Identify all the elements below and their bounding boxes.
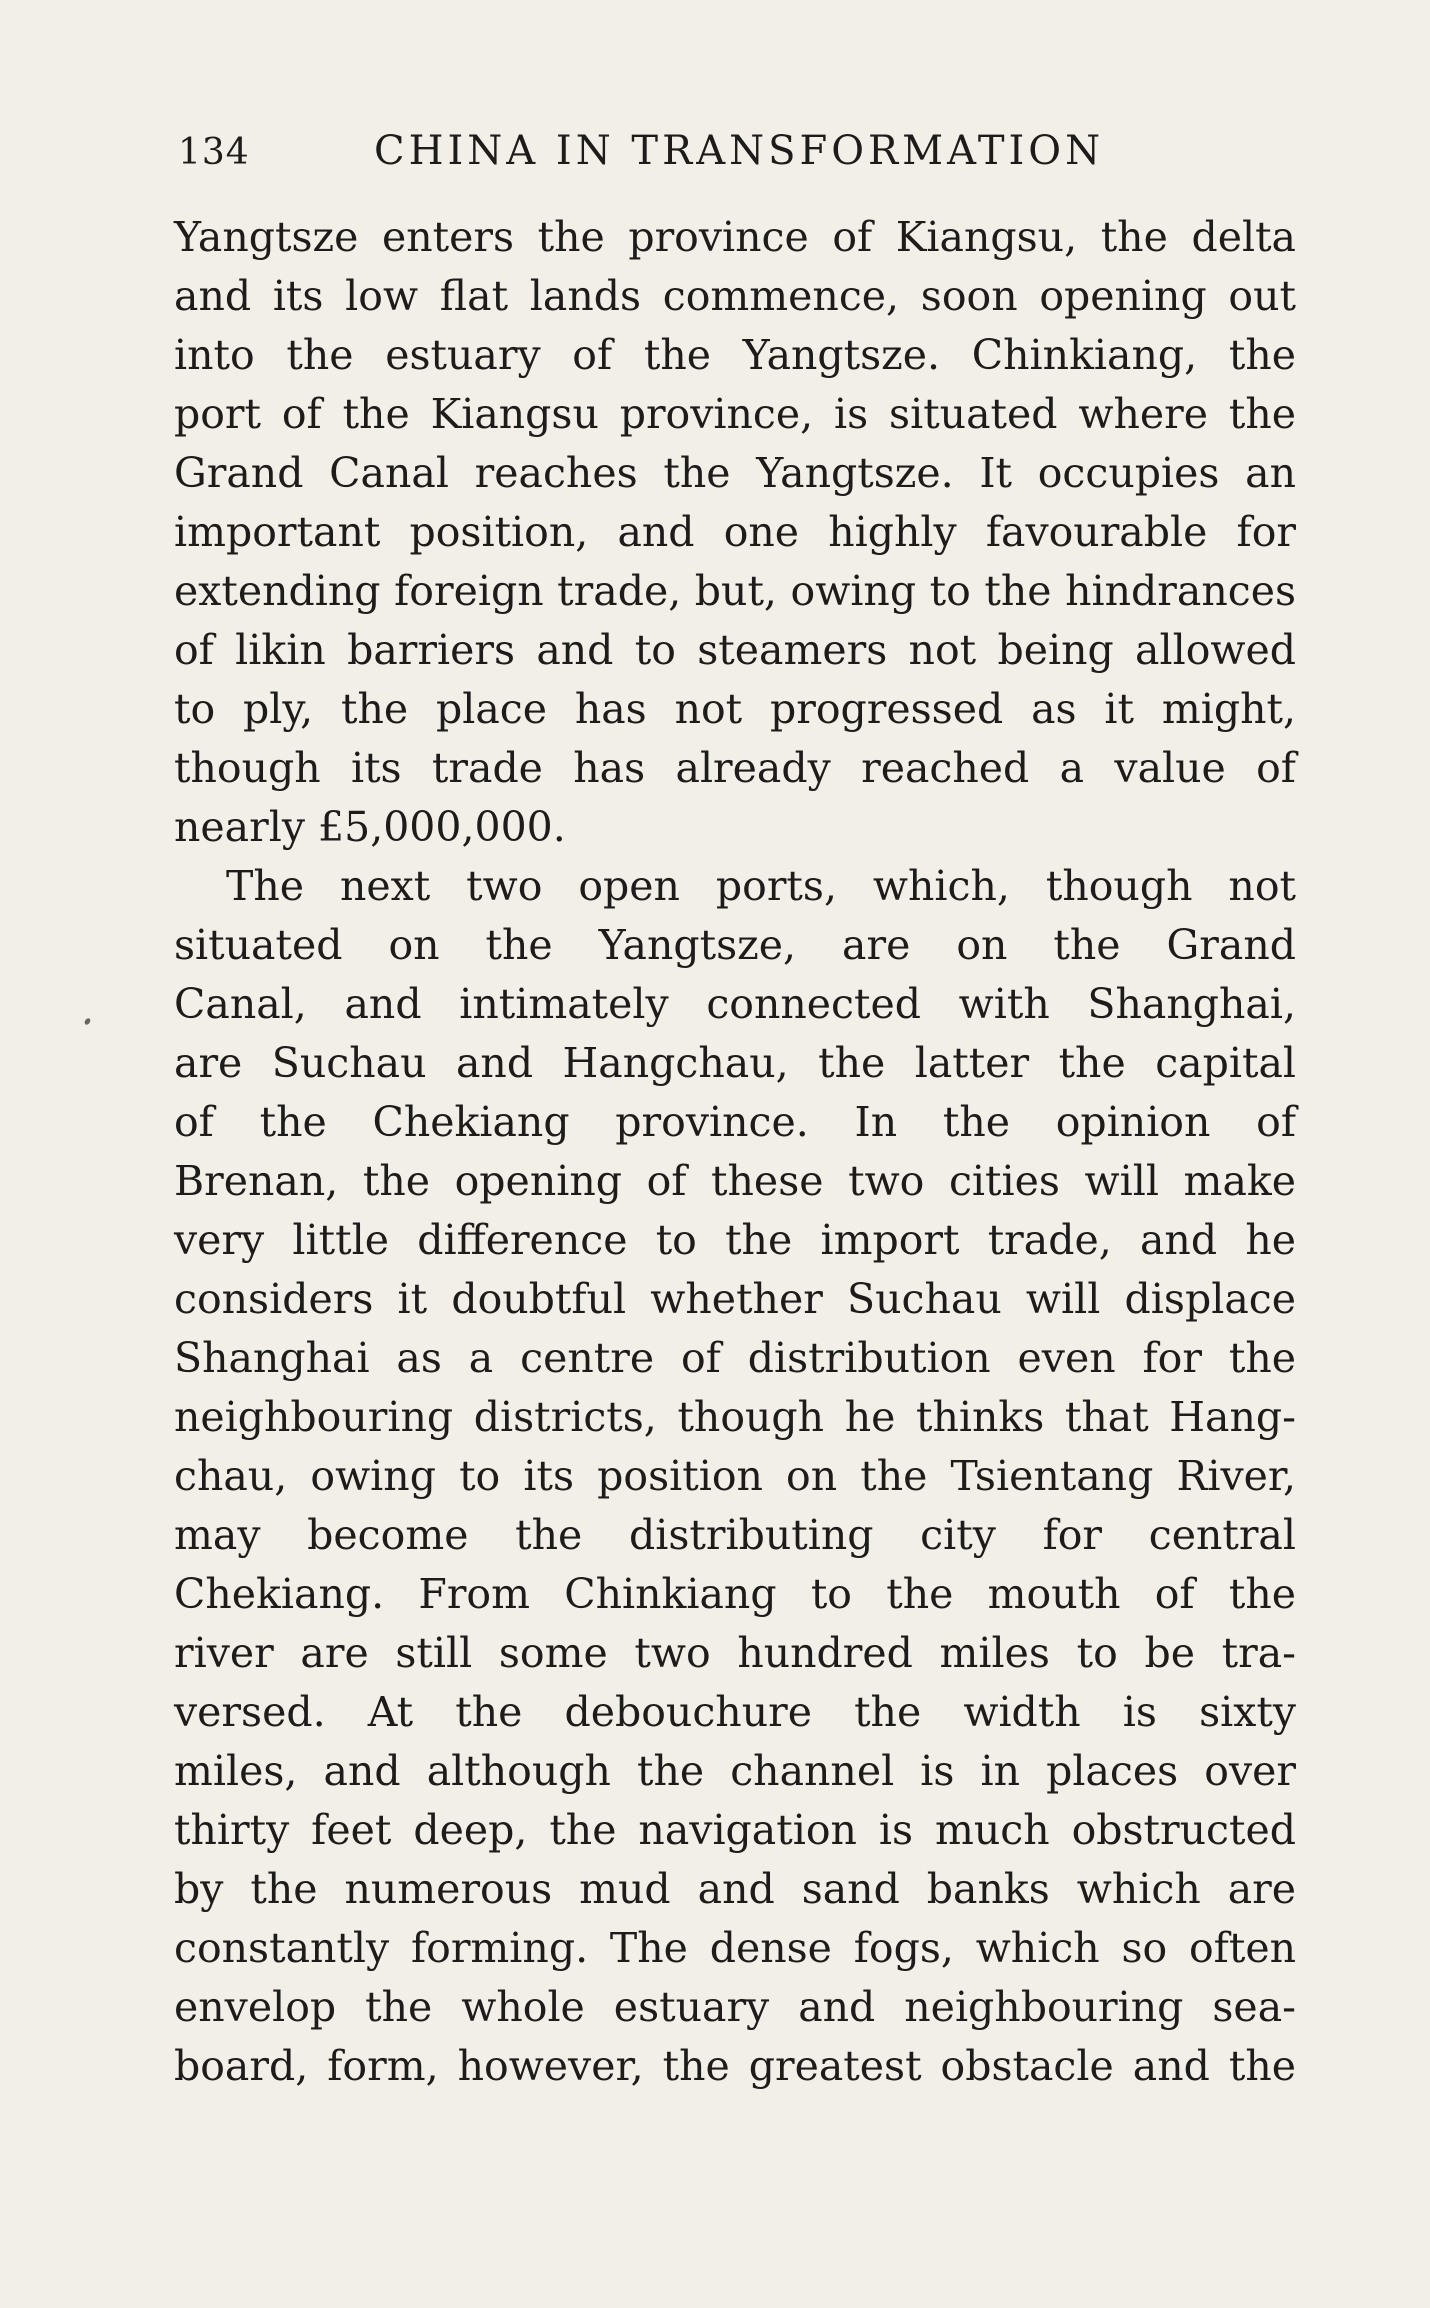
text-line: though its trade has already reached a value of (174, 744, 1296, 792)
text-line: Chekiang. From Chinkiang to the mouth of the (174, 1570, 1296, 1618)
body-text (174, 208, 1296, 2096)
text-line: Grand Canal reaches the Yangtsze. It occupies an (174, 449, 1296, 497)
text-line: very little difference to the import trade, and he (174, 1216, 1296, 1264)
text-line: of likin barriers and to steamers not being allowed (174, 626, 1296, 674)
text-line: may become the distributing city for central (174, 1511, 1296, 1559)
text-line: and its low flat lands commence, soon opening out (174, 272, 1296, 320)
text-line: envelop the whole estuary and neighbouring sea- (174, 1983, 1296, 2031)
text-line: important position, and one highly favourable for (174, 508, 1296, 556)
text-line: neighbouring districts, though he thinks that Hang- (174, 1393, 1296, 1441)
text-line: river are still some two hundred miles to be tra- (174, 1629, 1296, 1677)
text-line: into the estuary of the Yangtsze. Chinkiang, the (174, 331, 1296, 379)
text-line: to ply, the place has not progressed as it might, (174, 685, 1296, 733)
text-line: Brenan, the opening of these two cities will make (174, 1157, 1296, 1205)
text-line: versed. At the debouchure the width is sixty (174, 1688, 1296, 1736)
running-title: CHINA IN TRANSFORMATION (374, 128, 1105, 174)
page-header (178, 128, 1298, 188)
text-line: Shanghai as a centre of distribution even for the (174, 1334, 1296, 1382)
text-line: port of the Kiangsu province, is situated where the (174, 390, 1296, 438)
text-line: extending foreign trade, but, owing to the hindrances (174, 567, 1296, 615)
text-line: The next two open ports, which, though not (226, 862, 1296, 910)
text-line: are Suchau and Hangchau, the latter the capital (174, 1039, 1296, 1087)
text-line: thirty feet deep, the navigation is much obstructed (174, 1806, 1296, 1854)
page-number: 134 (178, 132, 250, 173)
text-line: by the numerous mud and sand banks which are (174, 1865, 1296, 1913)
text-line: constantly forming. The dense fogs, which so often (174, 1924, 1296, 1972)
ink-speck (83, 1017, 91, 1026)
text-line: situated on the Yangtsze, are on the Grand (174, 921, 1296, 969)
text-line: miles, and although the channel is in places over (174, 1747, 1296, 1795)
text-line: Yangtsze enters the province of Kiangsu, the delta (174, 213, 1296, 261)
text-line: nearly £5,000,000. (174, 803, 566, 851)
text-line: of the Chekiang province. In the opinion of (174, 1098, 1296, 1146)
text-line: board, form, however, the greatest obstacle and the (174, 2042, 1296, 2090)
text-line: considers it doubtful whether Suchau will displace (174, 1275, 1296, 1323)
text-line: Canal, and intimately connected with Shanghai, (174, 980, 1296, 1028)
text-line: chau, owing to its position on the Tsientang River, (174, 1452, 1296, 1500)
